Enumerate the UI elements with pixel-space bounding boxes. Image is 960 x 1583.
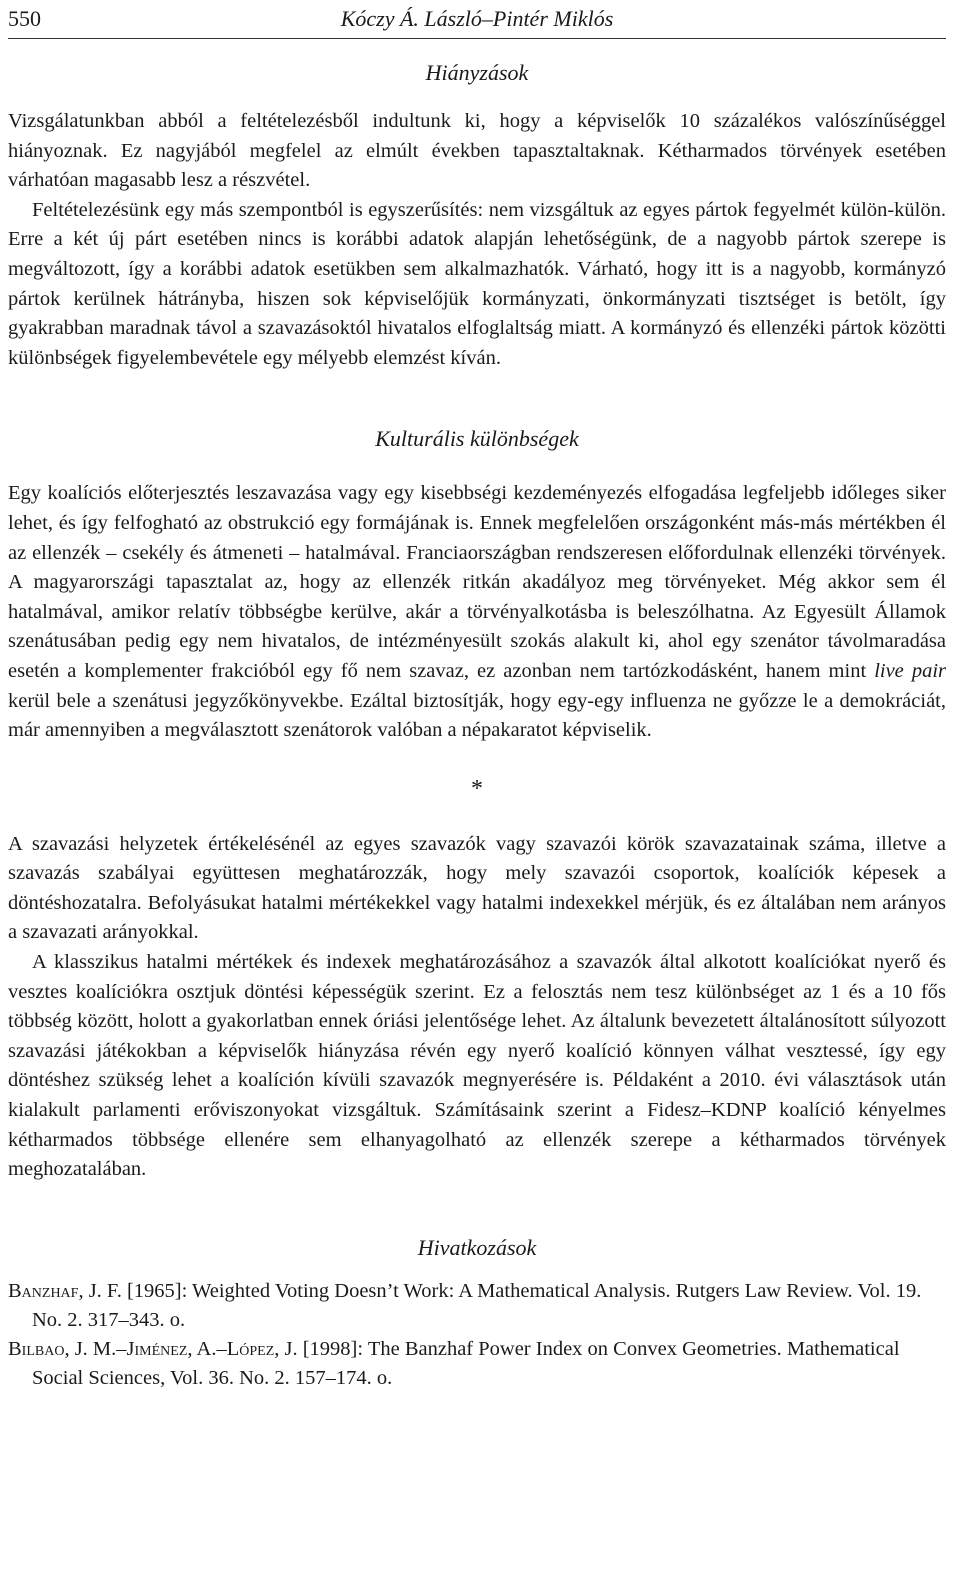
reference-author: Banzhaf [8, 1279, 79, 1302]
paragraph-text: kerül bele a szenátusi jegyzőkönyvekbe. Ezáltal biztosítják, hogy egy-egy influenza ne győzze le a demokráciát, már amennyiben a megválasztott szenátorok valóban a népakaratot képviselik. [8, 689, 946, 742]
paragraph: A klasszikus hatalmi mértékek és indexek meghatározásához a szavazók által alkotott koalíciókat nyerő és vesztes koalíciókra osztjuk döntési képességük szerint. Ez a felosztás nem tesz különbséget az 1 és a 10 fős többség között, holott a gyakorlatban ennek óriási jelentősége lehet. Az általunk bevezetett általánosított súlyozott szavazási játékokban a képviselők hiányzása révén egy nyerő koalíció könnyen válhat vesztessé, így egy döntéshez szükség lehet a koalíción kívüli szavazók megnyerésére is. Példaként a 2010. évi választások után kialakult parlamenti erőviszonyokat vizsgáltuk. Számításaink szerint a Fidesz–KDNP koalíció kényelmes kétharmados többsége ellenére sem elhanyagolható az ellenzék szerepe a kétharmados törvények meghozatalában. [8, 951, 946, 1181]
page-number: 550 [8, 6, 41, 31]
reference-text: , A.– [187, 1337, 227, 1360]
header-rule [8, 38, 946, 39]
italic-term: live pair [874, 659, 946, 682]
section-title-kulturalis: Kulturális különbségek [375, 426, 579, 452]
section-title-hivatkozasok: Hivatkozások [417, 1234, 537, 1260]
paragraph-text: Egy koalíciós előterjesztés leszavazása vagy egy kisebbségi kezdeményezés elfogadása legfeljebb időleges siker lehet, és így felfogható az obstrukció egy formájának is. Ennek megfelelően országonként más-más mértékben él az ellenzék – csekély és átmeneti – hatalmával. Franciaországban rendszeresen előfordulnak ellenzéki törvények. A magyarországi tapasztalat az, hogy az ellenzék ritkán akadályoz meg törvényeket. Még akkor sem él hatalmával, amikor relatív többségbe kerülve, akár a törvényalkotásba is beleszólhatna. Az Egyesült Államok szenátusában pedig egy nem hivatalos, de intézményesült szokás alakult ki, ahol egy szenátor távolmaradása esetén a komplementer frakcióból egy fő nem szavaz, ez azonban nem tartózkodásként, hanem mint [8, 482, 946, 682]
running-title: Kóczy Á. László–Pintér Miklós [340, 6, 614, 31]
paragraph [8, 479, 946, 745]
paragraph: A szavazási helyzetek értékelésénél az egyes szavazók vagy szavazói körök szavazatainak száma, illetve a szavazás szabályai együttesen meghatározzák, hogy mely szavazói csoportok, koalíciók képesek a döntéshozatalra. Befolyásukat hatalmi mértékekkel vagy hatalmi indexekkel mérjük, és ez általában nem arányos a szavazati arányokkal. [8, 832, 946, 944]
reference-item [8, 1277, 946, 1335]
reference-item [8, 1335, 946, 1393]
reference-text: , J. M.– [64, 1337, 127, 1360]
reference-author: Jiménez [126, 1337, 188, 1360]
section-separator: * [471, 775, 483, 802]
reference-list [8, 1277, 946, 1393]
reference-author: López [226, 1337, 275, 1360]
paragraph: Feltételezésünk egy más szempontból is egyszerűsítés: nem vizsgáltuk az egyes pártok fegyelmét külön-külön. Erre a két új párt esetében nincs is korábbi adatok alapján lehetőségünk, de a nagyobb pártok szerepe is megváltozott, így a korábbi adatok esetükben sem alkalmazhatók. Várható, hogy itt is a nagyobb, kormányzó pártok kerülnek hátrányba, hiszen sok képviselőjük kormányzati, önkormányzati tisztséget is betölt, így gyakrabban maradnak távol a szavazásoktól hivatalos elfoglaltság miatt. A kormányzó és ellenzéki pártok közötti különbségek figyelembevétele egy mélyebb elemzést kíván. [8, 198, 946, 369]
reference-text: , J. F. [1965]: Weighted Voting Doesn’t Work: A Mathematical Analysis. Rutgers Law Review. Vol. 19. No. 2. 317–343. o. [32, 1279, 922, 1331]
section-title-hianyzasok: Hiányzások [425, 60, 529, 85]
page [8, 0, 946, 1393]
reference-author: Bilbao [8, 1337, 65, 1360]
paragraph: Vizsgálatunkban abból a feltételezésből indultunk ki, hogy a képviselők 10 százalékos valószínűséggel hiányoznak. Ez nagyjából megfelel az elmúlt években tapasztaltaknak. Kétharmados törvények esetében várhatóan magasabb lesz a részvétel. [8, 110, 946, 192]
page-header [8, 0, 946, 38]
reference-text: , J. [1998]: The Banzhaf Power Index on Convex Geometries. Mathematical Social Sciences, Vol. 36. No. 2. 157–174. o. [32, 1337, 900, 1389]
